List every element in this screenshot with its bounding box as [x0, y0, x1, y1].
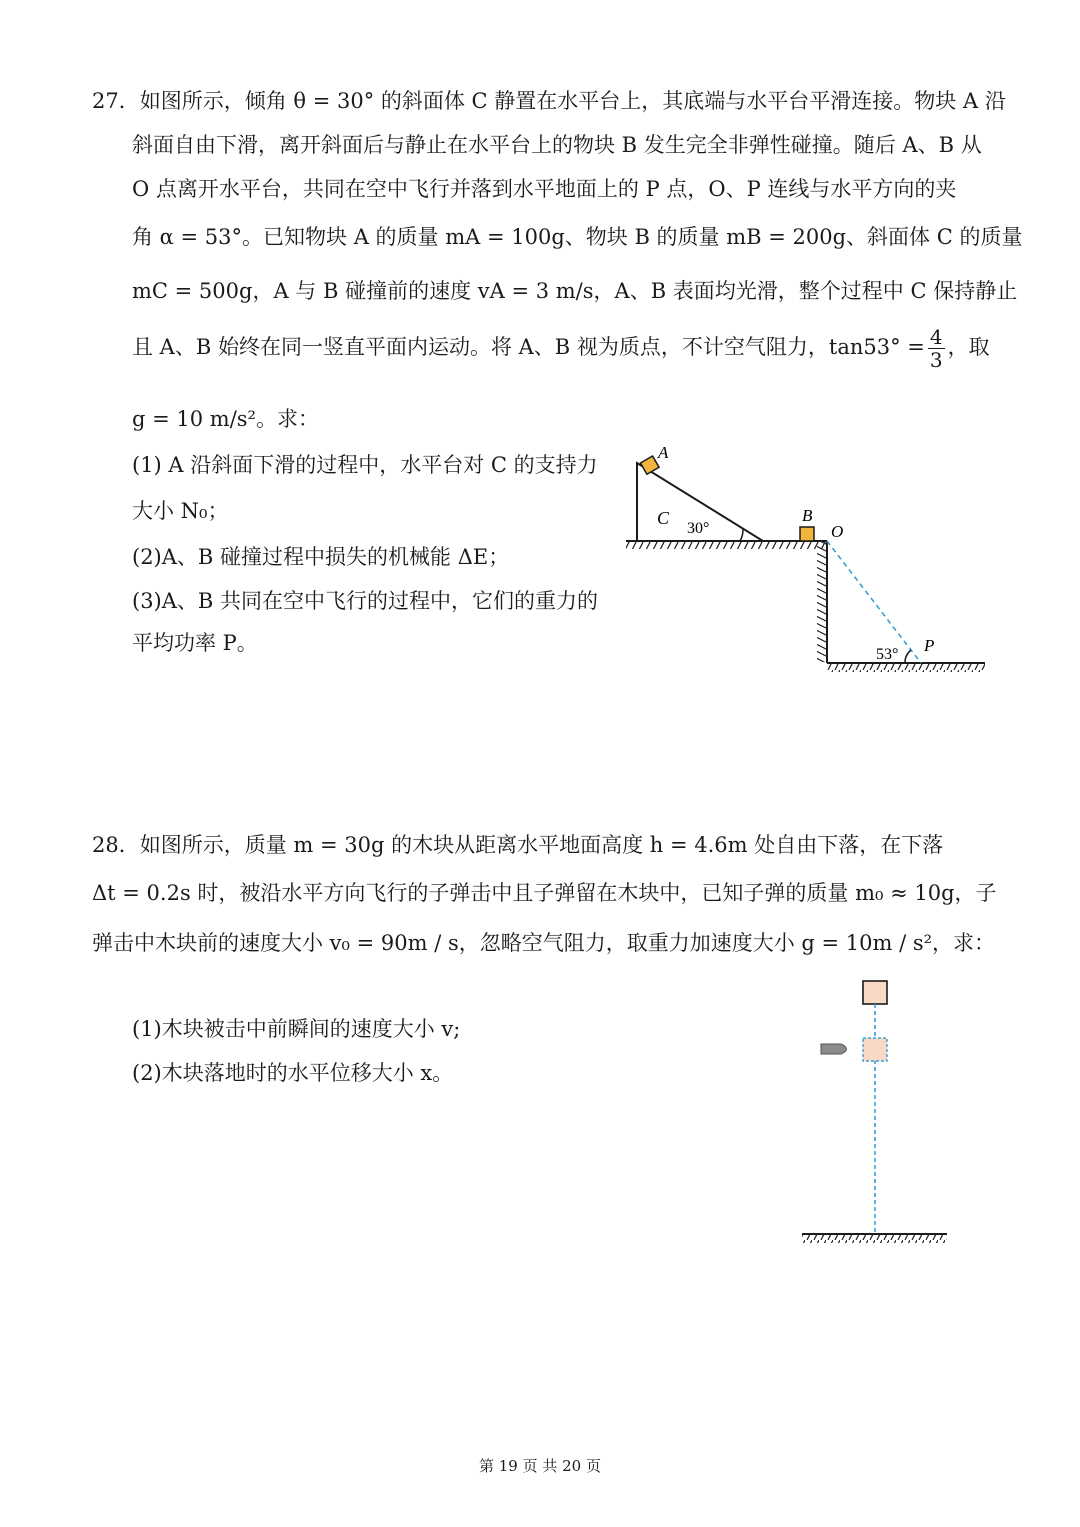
q27-line-6: [132, 326, 990, 371]
fraction-numerator: 4: [929, 325, 943, 349]
op-dashed-line: [827, 541, 921, 663]
q27-sub3-line-b: 平均功率 P。: [132, 631, 258, 655]
q27-sub1-line-a: (1) A 沿斜面下滑的过程中，水平台对 C 的支持力: [132, 453, 598, 477]
q27-line-4: 角 α = 53°。已知物块 A 的质量 mA = 100g、物块 B 的质量 mB = 200g、斜面体 C 的质量: [132, 225, 1023, 249]
label-c: C: [657, 508, 670, 528]
q27-line-3: O 点离开水平台，共同在空中飞行并落到水平地面上的 P 点，O、P 连线与水平方向的夹: [132, 177, 957, 201]
angle-53-arc: [905, 650, 911, 663]
q28-figure: [800, 970, 960, 1260]
q27-line-7: g = 10 m/s²。求：: [132, 407, 319, 431]
q27-line-2: 斜面自由下滑，离开斜面后与静止在水平台上的物块 B 发生完全非弹性碰撞。随后 A、B 从: [132, 133, 982, 157]
q27-figure: [600, 430, 1000, 690]
fraction-4-3: [928, 326, 945, 371]
label-p: P: [924, 636, 935, 655]
wooden-block-impact: [863, 1038, 887, 1061]
wall-hatch: [817, 541, 827, 662]
q27-sub3-line-a: (3)A、B 共同在空中飞行的过程中，它们的重力的: [132, 589, 599, 613]
bullet-icon: [821, 1044, 847, 1054]
floor-hatch: [802, 1234, 947, 1243]
page-footer: 第 19 页 共 20 页: [478, 1457, 601, 1475]
block-b: [800, 527, 814, 541]
q28-line-2: Δt = 0.2s 时，被沿水平方向飞行的子弹击中且子弹留在木块中，已知子弹的质量 m₀ ≈ 10g，子: [92, 881, 997, 905]
wooden-block-initial: [863, 981, 887, 1004]
q28-line-1: 28．如图所示，质量 m = 30g 的木块从距离水平地面高度 h = 4.6m 处自由下落，在下落: [92, 833, 944, 857]
label-angle-30: 30°: [687, 520, 710, 537]
label-b: B: [802, 506, 813, 525]
q27-sub1-line-b: 大小 N₀；: [132, 499, 229, 523]
q28-sub1: (1)木块被击中前瞬间的速度大小 v;: [132, 1017, 461, 1041]
label-angle-53: 53°: [876, 646, 899, 663]
q28-line-3: 弹击中木块前的速度大小 v₀ = 90m / s，忽略空气阻力，取重力加速度大小 g = 10m / s²，求：: [92, 931, 996, 955]
label-o: O: [831, 522, 844, 541]
q27-line-6-tail: ，取: [947, 335, 990, 359]
platform-hatch: [626, 541, 826, 549]
q27-line-6-text: 且 A、B 始终在同一竖直平面内运动。将 A、B 视为质点，不计空气阻力，tan53° =: [132, 335, 925, 359]
q27-line-1: 27．如图所示，倾角 θ = 30° 的斜面体 C 静置在水平台上，其底端与水平台平滑连接。物块 A 沿: [92, 89, 1006, 113]
ground-hatch: [827, 663, 985, 672]
label-a: A: [658, 443, 669, 462]
q27-line-5: mC = 500g，A 与 B 碰撞前的速度 vA = 3 m/s，A、B 表面均光滑，整个过程中 C 保持静止: [132, 279, 1018, 303]
q28-sub2: (2)木块落地时的水平位移大小 x。: [132, 1061, 454, 1085]
q27-sub2: (2)A、B 碰撞过程中损失的机械能 ΔE；: [132, 545, 510, 569]
fraction-denominator: 3: [929, 348, 943, 372]
